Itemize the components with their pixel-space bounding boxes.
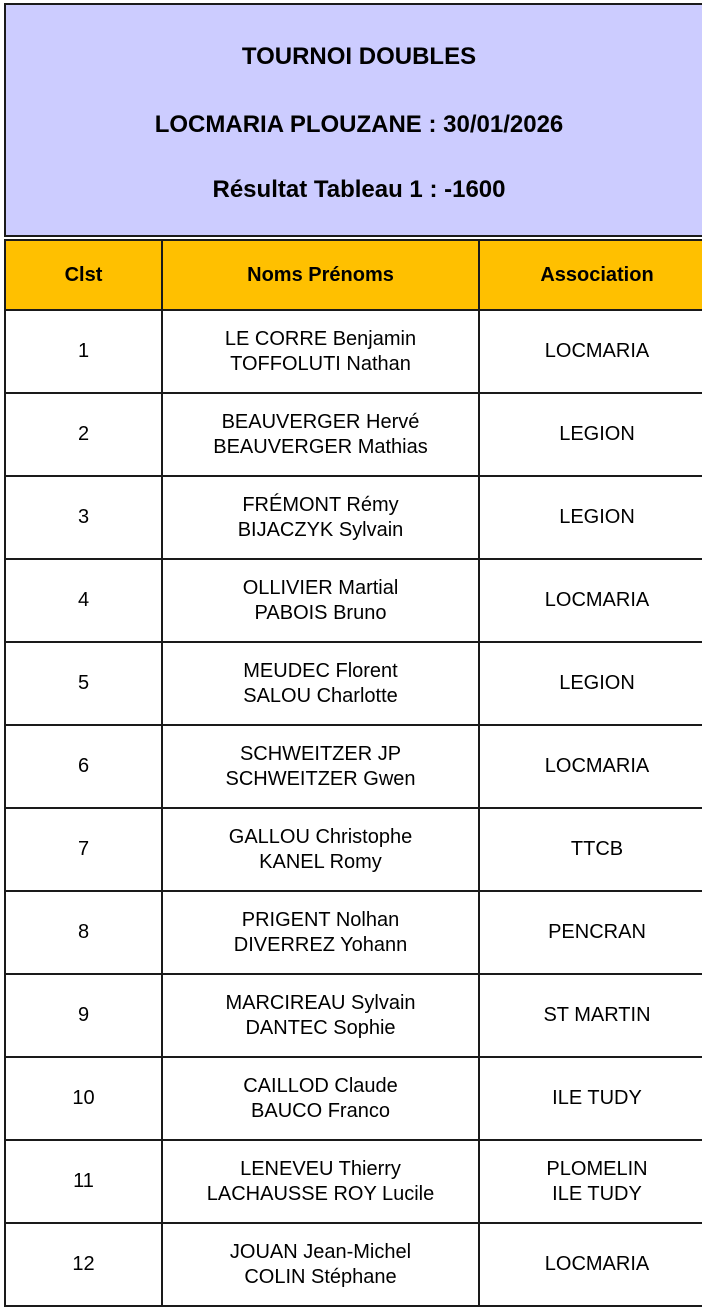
- player-name: DIVERREZ Yohann: [233, 933, 408, 956]
- table-row: [5, 974, 702, 1057]
- players-cell: [162, 476, 479, 559]
- association-name: LEGION: [559, 506, 635, 528]
- table-header-row: [5, 240, 702, 310]
- player-name: COLIN Stéphane: [244, 1265, 397, 1288]
- association-name: TTCB: [570, 838, 624, 860]
- tournament-title: TOURNOI DOUBLES: [241, 43, 477, 70]
- player-name: SCHWEITZER Gwen: [225, 767, 416, 790]
- association-name: LOCMARIA: [544, 340, 650, 362]
- player-name: TOFFOLUTI Nathan: [230, 352, 411, 375]
- association-cell: [479, 1223, 702, 1306]
- header-rank: Clst: [5, 240, 162, 310]
- player-name: FRÉMONT Rémy: [242, 493, 399, 516]
- table-row: [5, 1223, 702, 1306]
- player-name: LE CORRE Benjamin: [224, 327, 417, 350]
- results-table: [4, 239, 702, 1307]
- player-name: GALLOU Christophe: [228, 825, 413, 848]
- association-name: LEGION: [559, 672, 635, 694]
- players-cell: [162, 1057, 479, 1140]
- association-cell: [479, 1057, 702, 1140]
- table-row: [5, 808, 702, 891]
- results-subtitle: Résultat Tableau 1 : -1600: [212, 176, 506, 203]
- table-row: [5, 310, 702, 393]
- players-cell: [162, 1223, 479, 1306]
- players-cell: [162, 1140, 479, 1223]
- association-name: LEGION: [559, 423, 635, 445]
- association-cell: [479, 559, 702, 642]
- player-name: BIJACZYK Sylvain: [237, 518, 404, 541]
- player-name: MARCIREAU Sylvain: [225, 991, 416, 1014]
- player-name: KANEL Romy: [259, 850, 382, 873]
- rank-cell: 6: [5, 725, 162, 808]
- rank-cell: 4: [5, 559, 162, 642]
- association-cell: [479, 476, 702, 559]
- players-cell: [162, 310, 479, 393]
- association-cell: [479, 725, 702, 808]
- player-name: SCHWEITZER JP: [239, 742, 402, 765]
- player-name: LENEVEU Thierry: [240, 1157, 401, 1180]
- header-association: Association: [479, 240, 702, 310]
- player-name: PABOIS Bruno: [254, 601, 387, 624]
- rank-cell: 2: [5, 393, 162, 476]
- players-cell: [162, 642, 479, 725]
- player-name: DANTEC Sophie: [245, 1016, 396, 1039]
- header-names: Noms Prénoms: [162, 240, 479, 310]
- rank-cell: 3: [5, 476, 162, 559]
- rank-cell: 9: [5, 974, 162, 1057]
- table-row: [5, 642, 702, 725]
- association-name: PLOMELIN: [546, 1157, 648, 1180]
- rank-cell: 8: [5, 891, 162, 974]
- association-name: LOCMARIA: [544, 755, 650, 777]
- table-row: [5, 476, 702, 559]
- players-cell: [162, 393, 479, 476]
- association-cell: [479, 393, 702, 476]
- association-cell: [479, 642, 702, 725]
- rank-cell: 5: [5, 642, 162, 725]
- player-name: BEAUVERGER Mathias: [213, 435, 428, 458]
- association-name: ILE TUDY: [552, 1182, 642, 1205]
- association-cell: [479, 310, 702, 393]
- table-row: [5, 725, 702, 808]
- player-name: JOUAN Jean-Michel: [229, 1240, 412, 1263]
- players-cell: [162, 891, 479, 974]
- table-row: [5, 891, 702, 974]
- association-name: LOCMARIA: [544, 1253, 650, 1275]
- players-cell: [162, 808, 479, 891]
- rank-cell: 11: [5, 1140, 162, 1223]
- players-cell: [162, 974, 479, 1057]
- player-name: PRIGENT Nolhan: [241, 908, 400, 931]
- association-name: ST MARTIN: [543, 1004, 651, 1026]
- players-cell: [162, 559, 479, 642]
- players-cell: [162, 725, 479, 808]
- rank-cell: 1: [5, 310, 162, 393]
- rank-cell: 10: [5, 1057, 162, 1140]
- table-row: [5, 559, 702, 642]
- table-row: [5, 1057, 702, 1140]
- location-date: LOCMARIA PLOUZANE : 30/01/2026: [154, 111, 564, 138]
- rank-cell: 12: [5, 1223, 162, 1306]
- association-name: LOCMARIA: [544, 589, 650, 611]
- player-name: LACHAUSSE ROY Lucile: [206, 1182, 435, 1205]
- player-name: CAILLOD Claude: [243, 1074, 398, 1097]
- association-cell: [479, 808, 702, 891]
- table-row: [5, 393, 702, 476]
- player-name: SALOU Charlotte: [243, 684, 398, 707]
- association-name: ILE TUDY: [552, 1087, 642, 1109]
- player-name: MEUDEC Florent: [243, 659, 398, 682]
- table-row: [5, 1140, 702, 1223]
- rank-cell: 7: [5, 808, 162, 891]
- association-cell: [479, 974, 702, 1057]
- player-name: OLLIVIER Martial: [242, 576, 399, 599]
- association-cell: [479, 1140, 702, 1223]
- association-name: PENCRAN: [548, 921, 646, 943]
- results-sheet: [4, 3, 702, 1288]
- player-name: BEAUVERGER Hervé: [221, 410, 420, 433]
- association-cell: [479, 891, 702, 974]
- player-name: BAUCO Franco: [251, 1099, 390, 1122]
